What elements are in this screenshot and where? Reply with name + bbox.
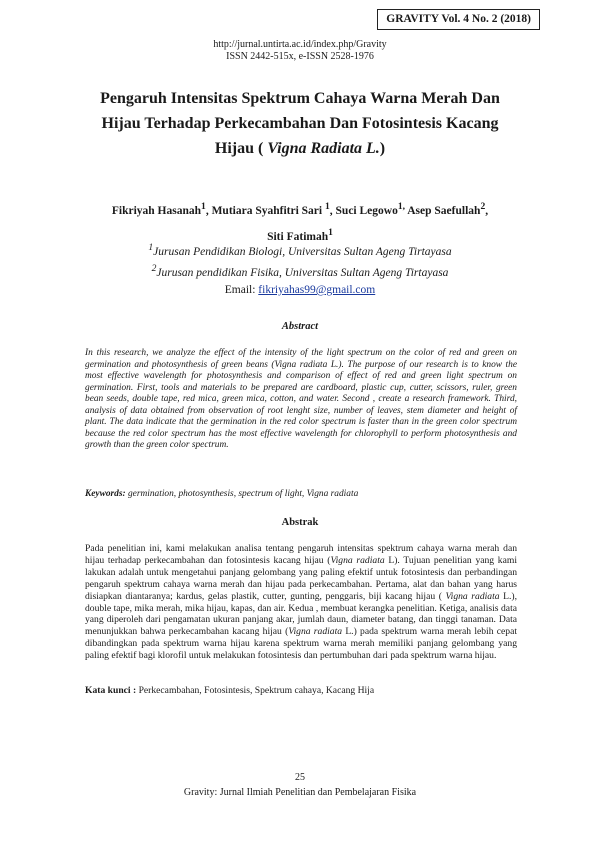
journal-issn: ISSN 2442-515x, e-ISSN 2528-1976 xyxy=(226,51,374,62)
author-affiliation-mark: 1 xyxy=(324,201,330,212)
author-affiliation-mark: 1 xyxy=(201,201,206,212)
page-number: 25 xyxy=(295,772,305,783)
author-name: Asep Saefullah xyxy=(405,204,481,217)
abstrak-heading: Abstrak xyxy=(281,517,319,528)
abstract-text: L). Tujuan penelitian yang kami lakukan adalah untuk mengetahui panjang gelombang yang paling efektif untuk fotosintesis dan perbandingan pengaruh spektrum cahaya warna merah dan hijau pada perkecambahan. Pertama, alat dan bahan yang harus disiapkan diantaranya; kardus, gelas plastik, cutter, gunting, penggaris, biji kacang hijau ( xyxy=(85,554,517,602)
affiliation-2 xyxy=(0,262,600,280)
keywords-english xyxy=(85,488,517,500)
author-affiliation-mark: 2 xyxy=(480,201,486,212)
author-affiliation-mark: 1 xyxy=(328,226,333,238)
kata-kunci-text: Perkecambahan, Fotosintesis, Spektrum cahaya, Kacang Hija xyxy=(138,685,375,696)
keywords-text: germination, photosynthesis, spectrum of light, Vigna radiata xyxy=(127,489,359,499)
author-name: Siti Fatimah xyxy=(267,230,329,243)
abstract-heading: Abstract xyxy=(281,321,319,332)
author-name: Suci Legowo xyxy=(335,204,398,217)
author-list: Fikriyah Hasanah$^1$, Mutiara Syahfitri Sari $^1$, Suci Legowo$^{1,}$ Asep Saefullah$^2$, Siti Fatimah$^1$ xyxy=(111,201,489,243)
species-name: Vigna radiata xyxy=(330,554,385,566)
affiliation-text: Jurusan pendidikan Fisika, Universitas Sultan Ageng Tirtayasa xyxy=(156,266,449,279)
keywords-indonesian xyxy=(85,685,517,697)
journal-url[interactable]: http://jurnal.untirta.ac.id/index.php/Gravity xyxy=(213,39,387,50)
email-label: Email: xyxy=(224,284,259,296)
abstract-text: L.), double tape, mika merah, mika hijau, kapas, dan air. Kedua , membuat kerangka penelitian. Ketiga, analisis data yang diperoleh dari pengamatan ukuran panjang akar, jumlah daun, diameter batang, dan tinggi tanaman. Data menunjukkan bahwa perkecambahan kacang hijau ( xyxy=(85,590,517,638)
abstract-indonesian-body xyxy=(85,543,517,662)
journal-issue-badge: GRAVITY Vol. 4 No. 2 (2018) xyxy=(377,9,540,30)
species-name: Vigna radiata xyxy=(288,626,343,638)
author-name: Mutiara Syahfitri Sari xyxy=(211,204,325,217)
affiliation-text: Jurusan Pendidikan Biologi, Universitas Sultan Ageng Tirtayasa xyxy=(153,245,452,258)
footer-journal-name: Gravity: Jurnal Ilmiah Penelitian dan Pembelajaran Fisika xyxy=(183,787,417,798)
affiliation-1 xyxy=(0,241,600,259)
affiliation-mark: 1 xyxy=(148,242,154,253)
kata-kunci-label: Kata kunci : xyxy=(85,685,139,696)
contact-email xyxy=(0,283,600,297)
abstract-text: L.) pada spektrum warna merah lebih cepat dibandingkan pada spektrum warna hijau karena spektrum warna merah memiliki panjang gelombang yang paling efektif bagi klorofil untuk melakukan fotosintesis dan pertumbuhan dari pada spektrum warna hijau. xyxy=(85,626,518,662)
keywords-label: Keywords: xyxy=(85,489,128,499)
abstract-text: Pada penelitian ini, kami melakukan analisa tentang pengaruh intensitas spektrum cahaya warna merah dan hijau terhadap perkecambahan dan fotosintesis kacang hijau ( xyxy=(85,543,517,566)
paper-title-main: Pengaruh Intensitas Spektrum Cahaya Warna Merah Dan Hijau Terhadap Perkecambahan Dan Fotosintesis Kacang Hijau ( xyxy=(100,90,500,157)
species-name: Vigna radiata xyxy=(445,590,500,602)
author-affiliation-mark: 1, xyxy=(397,201,406,212)
paper-title xyxy=(80,86,520,161)
author-name: Fikriyah Hasanah xyxy=(111,204,202,217)
abstract-english-body: In this research, we analyze the effect of the intensity of the light spectrum on the color of red and green on germination and photosynthesis of green beans (Vigna radiata L.). The purpose of our research is to know the most effective wavelength for photosynthesis and comparison of effect of red and green light spectrum on germination. First, tools and materials to be prepared are cardboard, plastic cup, cutter, scissors, ruler, green bean seeds, double tape, red mica, green mica, cotton, and water. Second , create a research framework. Third, analysis of data obtained from observation of root lenght size, number of leaves, stem diameter and height of plant. The data indicate that the germination in the red color spectrum is faster than in the green color spectrum because the red color spectrum has the most effective wavelength for chlorophyll to perform photosynthesis and growth than the green color spectrum. xyxy=(85,348,517,450)
affiliation-mark: 2 xyxy=(151,263,157,274)
email-link[interactable]: fikriyahas99@gmail.com xyxy=(258,284,376,296)
paper-title-close: ) xyxy=(379,140,386,157)
paper-title-species: Vigna Radiata L. xyxy=(267,140,380,157)
